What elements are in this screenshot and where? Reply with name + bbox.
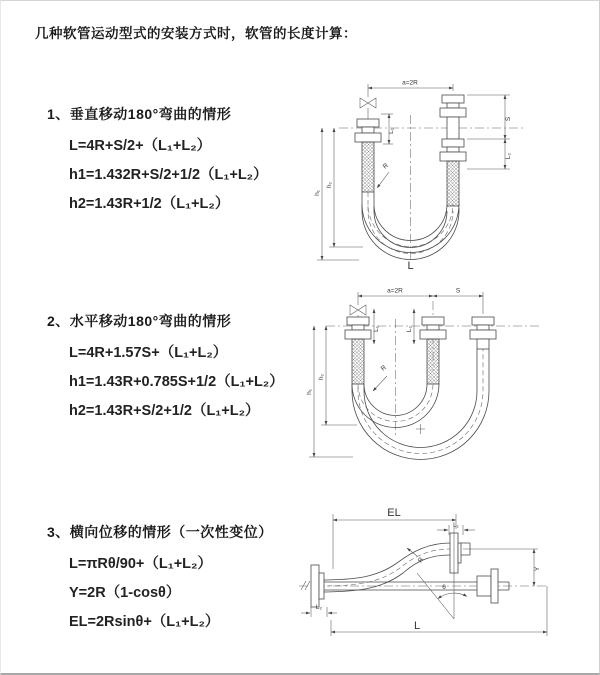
dimension-y bbox=[463, 549, 541, 586]
dim-label-s: S bbox=[455, 287, 461, 295]
braided-hose-section bbox=[427, 339, 439, 384]
hose-s-curve bbox=[319, 543, 450, 592]
section-1-heading: 1、垂直移动180°弯曲的情形 bbox=[47, 106, 232, 122]
dim-label-h1: h₁ bbox=[306, 389, 313, 395]
braided-hose-section bbox=[447, 161, 459, 206]
left-flange bbox=[311, 565, 324, 607]
radius-leader bbox=[377, 162, 390, 188]
formula-line: L=4R+S/2+（L₁+L₂） bbox=[69, 138, 212, 154]
formula-line: L=πRθ/90+（L₁+L₂） bbox=[69, 556, 212, 572]
dimension-s bbox=[467, 95, 512, 139]
valve-icon bbox=[350, 305, 366, 317]
middle-fitting bbox=[420, 317, 446, 384]
section-2-heading: 2、水平移动180°弯曲的情形 bbox=[47, 313, 232, 329]
hose-u-bend-moved bbox=[352, 349, 489, 459]
right-fitting-moved bbox=[470, 317, 496, 349]
left-fitting bbox=[345, 317, 371, 384]
dim-label-l1: L₁ bbox=[373, 326, 380, 332]
dim-label-y: Y bbox=[534, 566, 541, 572]
section-3-formulas bbox=[69, 550, 219, 637]
formula-line: h2=1.43R+1/2（L₁+L₂） bbox=[69, 196, 230, 212]
formula-line: h1=1.43R+0.785S+1/2（L₁+L₂） bbox=[69, 374, 284, 390]
radius-leader bbox=[373, 364, 388, 391]
dimension-l2 bbox=[301, 604, 337, 617]
length-label: L bbox=[413, 620, 421, 632]
dimension-h1 bbox=[314, 128, 359, 260]
formula-line: Y=2R（1-cosθ） bbox=[69, 585, 181, 601]
left-fitting bbox=[355, 119, 381, 192]
section-1-formulas bbox=[69, 132, 268, 219]
dimension-h2 bbox=[326, 128, 363, 247]
dimension-a2r bbox=[368, 80, 453, 98]
braided-hose-section bbox=[362, 142, 374, 192]
page-title: 几种软管运动型式的安装方式时，软管的长度计算： bbox=[35, 26, 357, 41]
radius-leader bbox=[407, 548, 426, 564]
angle-construction bbox=[417, 527, 467, 619]
radius-label: R bbox=[381, 162, 390, 171]
dimension-l2 bbox=[406, 309, 414, 344]
dimension-l1 bbox=[373, 309, 380, 344]
dim-label-a2r: a=2R bbox=[387, 287, 403, 295]
radius-label: R bbox=[379, 364, 388, 373]
dim-label-l2: L₂ bbox=[315, 604, 323, 611]
dim-label-s: S bbox=[505, 116, 512, 122]
formula-line: h1=1.432R+S/2+1/2（L₁+L₂） bbox=[69, 167, 268, 183]
diagram-vertical-180-bend bbox=[309, 71, 559, 271]
dim-label-l2: L₂ bbox=[505, 152, 512, 160]
radius-label: R bbox=[416, 556, 426, 565]
dimension-a2r bbox=[358, 288, 483, 315]
dimension-h2 bbox=[318, 326, 357, 425]
dim-label-el: EL bbox=[387, 507, 401, 519]
dim-label-h2: h₂ bbox=[326, 181, 333, 189]
length-label: L bbox=[407, 260, 414, 272]
braided-hose-section bbox=[352, 339, 364, 384]
dim-label-l2: L₂ bbox=[406, 325, 413, 333]
dimension-h1 bbox=[306, 326, 353, 457]
right-fitting-positions bbox=[440, 95, 466, 206]
dim-label-h2: h₂ bbox=[318, 373, 325, 381]
dimension-l1 bbox=[381, 114, 395, 144]
dim-label-a2r: a=2R bbox=[402, 79, 418, 87]
section-3-heading: 3、横向位移的情形（一次性变位） bbox=[47, 524, 273, 540]
formula-line: L=4R+1.57S+（L₁+L₂） bbox=[69, 345, 228, 361]
valve-icon bbox=[360, 98, 376, 119]
dimension-s bbox=[433, 288, 483, 297]
formula-line: EL=2Rsinθ+（L₁+L₂） bbox=[69, 614, 220, 630]
dimension-el bbox=[333, 507, 456, 569]
formula-line: h2=1.43R+S/2+1/2（L₁+L₂） bbox=[69, 403, 260, 419]
dim-label-l1: L₁ bbox=[388, 128, 395, 134]
dimension-l2 bbox=[467, 139, 512, 169]
upper-flange bbox=[450, 533, 470, 573]
dim-label-l1: L₁ bbox=[453, 522, 459, 529]
dimension-l bbox=[331, 586, 547, 636]
diagram-lateral-displacement bbox=[297, 501, 587, 651]
diagram-horizontal-180-bend bbox=[301, 279, 571, 469]
section-2-formulas bbox=[69, 339, 284, 426]
dim-label-h1: h₁ bbox=[314, 190, 321, 196]
angle-label: θ bbox=[442, 584, 446, 591]
